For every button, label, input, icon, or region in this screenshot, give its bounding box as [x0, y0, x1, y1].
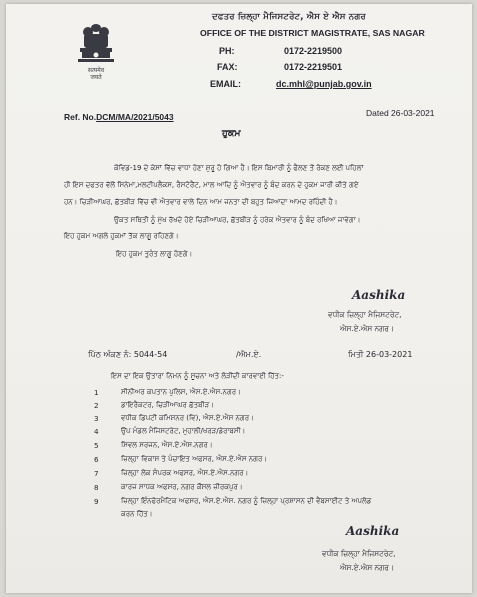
list-item-number: 7	[94, 469, 99, 478]
list-item: ਜ਼ਿਲ੍ਹਾ ਲੋਕ ਸੰਪਰਕ ਅਫਸਰ, ਐਸ.ਏ.ਐਸ.ਨਗਰ।	[121, 469, 249, 477]
signature-1: Aashika	[352, 288, 406, 302]
list-item: ਜ਼ਿਲ੍ਹਾ ਇੰਨਫੋਰਮੈਟਿਕ ਅਫਸਰ, ਐਸ.ਏ.ਐਸ. ਨਗਰ ਨੂੰ ਜ਼ਿਲ੍ਹਾ ਪ੍ਰਸ਼ਾਸਨ ਦੀ ਵੈਬਸਾਈਟ ਤੇ ਅਪਲੋਡ	[121, 497, 372, 505]
list-item-number: 6	[94, 455, 99, 464]
list-item-number: 2	[94, 401, 99, 410]
list-item: ਕਾਰਜ ਸਾਧਕ ਅਫਸਰ, ਨਗਰ ਕੌਂਸਲ ਜ਼ੀਰਕਪੁਰ।	[121, 483, 243, 491]
dated: Dated 26-03-2021	[366, 108, 435, 118]
svg-text:जयते: जयते	[90, 74, 102, 81]
reference-number	[64, 112, 174, 122]
list-item-number: 3	[94, 414, 99, 423]
fax-label: FAX:	[217, 62, 238, 72]
list-item: ਸੀਨੀਅਰ ਕਪਤਾਨ ਪੁਲਿਸ, ਐਸ.ਏ.ਐਸ.ਨਗਰ।	[121, 388, 241, 396]
office-name-english: OFFICE OF THE DISTRICT MAGISTRATE, SAS NAGAR	[200, 28, 425, 38]
svg-text:सत्यमेव: सत्यमेव	[87, 67, 105, 74]
phone-value: 0172-2219500	[284, 46, 343, 56]
endorsement-date: ਮਿਤੀ 26-03-2021	[348, 350, 413, 359]
reference-prefix: Ref. No.	[64, 112, 97, 122]
reference-code: DCM/MA/2021/5043	[96, 112, 174, 122]
list-item: ਵਧੀਕ ਡਿਪਟੀ ਕਮਿਸ਼ਨਰ (ਵਿ), ਐਸ.ਏ.ਐਸ ਨਗਰ।	[121, 414, 254, 422]
list-item-number: 5	[94, 441, 99, 450]
email-label: EMAIL:	[210, 79, 241, 89]
designation-line-2: ਐਸ.ਏ.ਐਸ ਨਗਰ।	[340, 563, 394, 572]
list-item-number: 4	[94, 427, 99, 436]
designation-line-1: ਵਧੀਕ ਜ਼ਿਲ੍ਹਾ ਮੈਜਿਸਟਰੇਟ,	[322, 549, 396, 558]
list-item: ਡਾਇਰੈਕਟਰ, ਚਿੜੀਆਘਰ ਛੱਤਬੀੜ।	[121, 401, 214, 409]
document-page	[6, 4, 472, 593]
fax-value: 0172-2219501	[284, 62, 343, 72]
body-line: ਉਕਤ ਸਥਿਤੀ ਨੂੰ ਮੁੱਖ ਰੱਖਦੇ ਹੋਏ ਚਿੜੀਆਘਰ, ਛੱਤਬੀੜ ਨੂੰ ਹਰੇਕ ਐਤਵਾਰ ਨੂੰ ਬੰਦ ਰਖਿਆ ਜਾਵੇਗਾ।	[114, 216, 361, 224]
signature-2: Aashika	[346, 524, 400, 538]
body-line: ਇਹ ਹੁਕਮ ਅਗਲੇ ਹੁਕਮਾਂ ਤੱਕ ਲਾਗੂ ਰਹਿਣਗੇ।	[64, 232, 179, 240]
designation-line-1: ਵਧੀਕ ਜ਼ਿਲ੍ਹਾ ਮੈਜਿਸਟਰੇਟ,	[328, 310, 402, 319]
body-line: ਹਨ। ਚਿੜੀਆਘਰ, ਛੱਤਬੀੜ ਵਿੱਚ ਵੀ ਐਤਵਾਰ ਵਾਲੇ ਦਿਨ ਆਮ ਜਨਤਾ ਦੀ ਬਹੁਤ ਜਿਆਦਾ ਆਮਦ ਰਹਿੰਦੀ ਹੈ।	[64, 198, 338, 206]
body-line: ਇਹ ਹੁਕਮ ਤੁਰੰਤ ਲਾਗੂ ਹੋਣਗੇ।	[116, 250, 193, 258]
list-item-number: 8	[94, 483, 99, 492]
endorsement-number: ਪਿੱਠ ਅੰਕਣ ਨੰ: 5044-54	[88, 350, 168, 359]
designation-line-2: ਐਸ.ਏ.ਐਸ ਨਗਰ।	[340, 324, 394, 333]
body-line: ਕੋਵਿਡ-19 ਦੇ ਕੇਸਾਂ ਵਿੱਚ ਵਾਧਾ ਹੋਣਾ ਸ਼ੁਰੂ ਹੋ ਗਿਆ ਹੈ। ਇਸ ਬਿਮਾਰੀ ਨੂੰ ਫੈਲਣ ਤੋਂ ਰੋਕਣ ਲਈ ਪਹਿਲਾਂ	[114, 164, 364, 172]
list-item-number: 1	[94, 388, 99, 397]
phone-label: PH:	[219, 46, 235, 56]
office-name-punjabi: ਦਫਤਰ ਜ਼ਿਲ੍ਹਾ ਮੈਜਿਸਟਰੇਟ, ਐਸ ਏ ਐਸ ਨਗਰ	[212, 12, 366, 22]
email-value: dc.mhl@punjab.gov.in	[276, 79, 372, 89]
list-item: ਉਪ ਮੰਡਲ ਮੈਜਿਸਟਰੇਟ, ਮੁਹਾਲੀ/ਖਰੜ/ਡੇਰਾਬਸੀ।	[121, 427, 246, 435]
copy-intro: ਇਸ ਦਾ ਇਕ ਉਤਾਰਾ ਨਿਮਨ ਨੂੰ ਸੂਚਨਾ ਅਤੇ ਲੋੜੀਂਦੀ ਕਾਰਵਾਈ ਹਿੱਤ:-	[111, 372, 284, 380]
state-emblem-icon	[70, 22, 122, 82]
endorsement-office: /ਐਮ.ਏ.	[236, 350, 262, 359]
order-title: ਹੁਕਮ	[222, 128, 241, 139]
list-item-continuation: ਕਰਨ ਹਿੱਤ।	[121, 510, 153, 518]
body-line: ਹੀ ਇਸ ਦਫਤਰ ਵੱਲੋਂ ਸਿਨੇਮਾ,ਮਲਟੀਪਲੈਕਸ, ਰੈਸਟੋਰੈਂਟ, ਮਾਲ ਆਦਿ ਨੂੰ ਐਤਵਾਰ ਨੂੰ ਬੰਦ ਕਰਨ ਦੇ ਹੁਕਮ ਜਾਰੀ ਕੀਤੇ ਗਏ	[64, 181, 359, 189]
list-item-number: 9	[94, 497, 99, 506]
list-item: ਸਿਵਲ ਸਰਜਨ, ਐਸ.ਏ.ਐਸ.ਨਗਰ।	[121, 441, 213, 449]
list-item: ਜ਼ਿਲ੍ਹਾ ਵਿਕਾਸ ਤੇ ਪੰਚਾਇਤ ਅਫਸਰ, ਐਸ.ਏ.ਐਸ ਨਗਰ।	[121, 455, 268, 463]
